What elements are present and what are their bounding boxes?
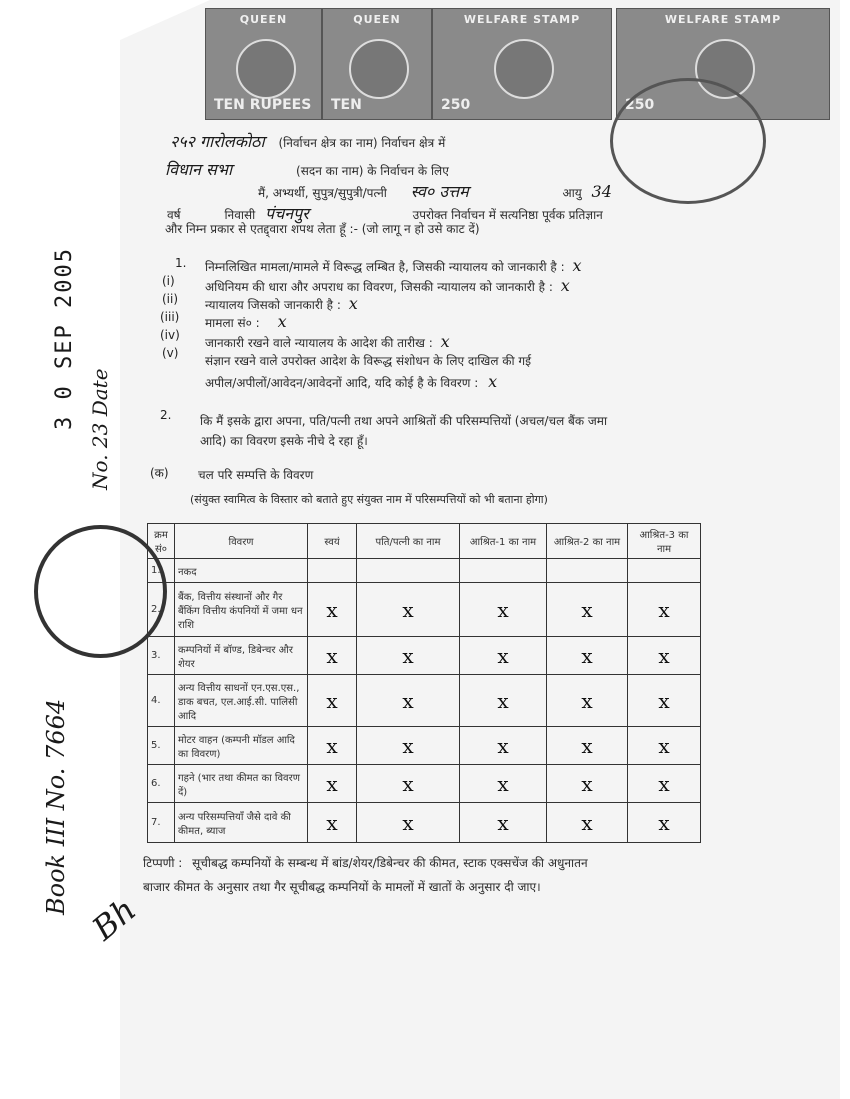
footnote-label: टिप्पणी :	[143, 856, 183, 870]
row-number: 5.	[148, 727, 175, 765]
table-row	[148, 675, 701, 727]
house-line	[165, 158, 449, 180]
constituency-line	[170, 130, 445, 152]
oath-line-2: और निम्न प्रकार से एतद्द्वारा शपथ लेता हूँ :- (जो लागू न हो उसे काट दें)	[165, 222, 480, 236]
date-handwritten: No. 23 Date	[88, 368, 112, 490]
footnote-line-2: बाजार कीमत के अनुसार तथा गैर सूचीबद्ध कम्पनियों के मामलों में खातों के अनुसार दी जाए।	[143, 880, 541, 894]
table-row	[148, 637, 701, 675]
court-fee-stamp-2	[322, 8, 432, 120]
item-i	[205, 276, 570, 295]
item-label: मामला सं० :	[205, 316, 260, 330]
stamp-value: TEN RUPEES	[214, 97, 312, 113]
row-description: कम्पनियों में बॉण्ड, डिबेन्चर और शेयर	[175, 637, 308, 675]
constituency-label: (निर्वाचन क्षेत्र का नाम) निर्वाचन क्षेत्र में	[278, 136, 446, 150]
mark-cell: x	[357, 727, 460, 765]
office-round-seal-icon	[34, 525, 167, 658]
mark-cell: x	[628, 583, 701, 637]
mark-cell: x	[628, 637, 701, 675]
row-number: 3.	[148, 637, 175, 675]
section-a-title: चल परि सम्पत्ति के विवरण	[198, 468, 314, 482]
mark-cell: x	[308, 803, 357, 843]
item-iii	[205, 312, 287, 331]
item-ii	[205, 294, 358, 313]
oath-text: उपरोक्त निर्वाचन में सत्यनिष्ठा पूर्वक प्रतिज्ञान	[412, 208, 603, 222]
row-description: अन्य परिसम्पत्तियाँ जैसे दावे की कीमत, ब्याज	[175, 803, 308, 843]
age-label: आयु	[562, 186, 582, 200]
mark-cell: x	[547, 637, 628, 675]
item-mark: x	[488, 372, 498, 391]
mark-cell: x	[547, 727, 628, 765]
mark-cell	[628, 559, 701, 583]
mark-cell: x	[308, 765, 357, 803]
mark-cell: x	[357, 675, 460, 727]
item-label: अधिनियम की धारा और अपराध का विवरण, जिसकी न्यायालय को जानकारी है :	[205, 280, 553, 294]
table-row	[148, 803, 701, 843]
table-row	[148, 559, 701, 583]
item-number: (v)	[162, 346, 179, 360]
column-header: स्वयं	[308, 524, 357, 559]
column-header: विवरण	[175, 524, 308, 559]
mark-cell: x	[357, 765, 460, 803]
stamp-label: WELFARE STAMP	[664, 13, 782, 26]
stamp-emblem-icon	[494, 39, 554, 99]
section-1-text	[205, 256, 582, 275]
item-v: संज्ञान रखने वाले उपरोक्त आदेश के विरूद्ध संशोधन के लिए दाखिल की गई	[205, 354, 532, 368]
mark-cell: x	[460, 583, 547, 637]
house-label: (सदन का नाम) के निर्वाचन के लिए	[296, 164, 449, 178]
column-header: क्रम सं०	[148, 524, 175, 559]
footnote-text: सूचीबद्ध कम्पनियों के सम्बन्ध में बांड/शेयर/डिबेन्चर की कीमत, स्टाक एक्सचेंज की अधुनातन	[192, 856, 588, 870]
mark-cell: x	[460, 727, 547, 765]
item-mark: x	[560, 276, 570, 295]
mark-cell: x	[357, 637, 460, 675]
section-a-note: (संयुक्त स्वामित्व के विस्तार को बताते हुए संयुक्त नाम में परिसम्पत्तियों को भी बताना होगा)	[190, 493, 548, 506]
row-number: 6.	[148, 765, 175, 803]
mark-cell: x	[547, 675, 628, 727]
resident-label: निवासी	[224, 208, 256, 222]
column-header: पति/पत्नी का नाम	[357, 524, 460, 559]
mark-cell: x	[460, 675, 547, 727]
column-header: आश्रित-3 का नाम	[628, 524, 701, 559]
mark-cell: x	[460, 765, 547, 803]
item-number: (i)	[162, 274, 175, 288]
mark-cell: x	[547, 583, 628, 637]
item-mark: x	[277, 312, 287, 331]
candidate-line	[258, 180, 612, 202]
section-1-number: 1.	[175, 256, 187, 270]
stamp-label: QUEEN	[239, 13, 288, 26]
row-number: 2.	[148, 583, 175, 637]
item-number: (ii)	[162, 292, 179, 306]
table-row	[148, 727, 701, 765]
mark-cell: x	[628, 727, 701, 765]
stamp-value: TEN	[331, 97, 362, 113]
table-row	[148, 583, 701, 637]
mark-cell: x	[628, 803, 701, 843]
mark-cell: x	[628, 675, 701, 727]
row-number: 1.	[148, 559, 175, 583]
mark-cell	[547, 559, 628, 583]
movable-assets-table	[147, 523, 701, 843]
section-1-mark: x	[572, 256, 582, 275]
mark-cell	[460, 559, 547, 583]
section-a-number: (क)	[150, 466, 169, 480]
resident-handwritten: पंचनपुर	[265, 204, 309, 223]
mark-cell: x	[308, 583, 357, 637]
stamp-emblem-icon	[236, 39, 296, 99]
item-label: अपील/अपीलों/आवेदन/आवेदनों आदि, यदि कोई है के विवरण :	[205, 376, 479, 390]
item-mark: x	[440, 332, 450, 351]
row-number: 7.	[148, 803, 175, 843]
candidate-label: मैं, अभ्यर्थी, सुपुत्र/सुपुत्री/पत्नी	[258, 186, 387, 200]
stamp-label: QUEEN	[353, 13, 401, 26]
row-description: अन्य वित्तीय साधनों एन.एस.एस., डाक बचत, एल.आई.सी. पालिसी आदि	[175, 675, 308, 727]
section-2-text: कि मैं इसके द्वारा अपना, पति/पत्नी तथा अपने आश्रितों की परिसम्पत्तियों (अचल/चल बैंक जमा	[200, 414, 608, 428]
row-description: नकद	[175, 559, 308, 583]
item-label: जानकारी रखने वाले न्यायालय के आदेश की तारीख :	[205, 336, 433, 350]
initials-signature: Bh	[84, 890, 144, 948]
stamp-value: 250	[625, 97, 655, 113]
mark-cell: x	[460, 803, 547, 843]
table-header-row	[148, 524, 701, 559]
year-label: वर्ष	[167, 208, 181, 222]
constituency-handwritten: २५२ गारोलकोठा	[170, 132, 265, 151]
item-mark: x	[348, 294, 358, 313]
mark-cell: x	[357, 583, 460, 637]
row-description: मोटर वाहन (कम्पनी मॉडल आदि का विवरण)	[175, 727, 308, 765]
mark-cell: x	[357, 803, 460, 843]
row-number: 4.	[148, 675, 175, 727]
mark-cell: x	[628, 765, 701, 803]
item-label: न्यायालय जिसको जानकारी है :	[205, 298, 341, 312]
mark-cell: x	[460, 637, 547, 675]
mark-cell	[308, 559, 357, 583]
date-stamp: 3 0 SEP 2005	[52, 247, 77, 430]
item-number: (iv)	[160, 328, 180, 342]
item-number: (iii)	[160, 310, 180, 324]
welfare-stamp-1	[432, 8, 612, 120]
section-2-number: 2.	[160, 408, 172, 422]
stamp-emblem-icon	[349, 39, 409, 99]
age-value: 34	[591, 182, 612, 201]
house-handwritten: विधान सभा	[165, 160, 233, 179]
footnote-line-1	[143, 854, 588, 871]
mark-cell: x	[308, 637, 357, 675]
table-row	[148, 765, 701, 803]
row-description: गहने (भार तथा कीमत का विवरण दें)	[175, 765, 308, 803]
stamp-cancellation-seal-icon	[610, 78, 766, 204]
section-1-label: निम्नलिखित मामला/मामले में विरूद्ध लम्बित है, जिसकी न्यायालय को जानकारी है :	[205, 260, 565, 274]
court-fee-stamp-1	[205, 8, 322, 120]
section-2-text-2: आदि) का विवरण इसके नीचे दे रहा हूँ।	[200, 434, 368, 448]
mark-cell: x	[308, 675, 357, 727]
mark-cell: x	[547, 803, 628, 843]
candidate-handwritten: स्व० उत्तम	[410, 182, 469, 201]
column-header: आश्रित-2 का नाम	[547, 524, 628, 559]
item-v-line-2	[205, 372, 497, 391]
item-iv	[205, 332, 450, 351]
column-header: आश्रित-1 का नाम	[460, 524, 547, 559]
row-description: बैंक, वित्तीय संस्थानों और गैर बैंकिंग वित्तीय कंपनियों में जमा धन राशि	[175, 583, 308, 637]
book-number: Book III No. 7664	[42, 698, 70, 915]
stamp-value: 250	[441, 97, 471, 113]
mark-cell: x	[308, 727, 357, 765]
stamp-label: WELFARE STAMP	[463, 13, 581, 26]
mark-cell	[357, 559, 460, 583]
mark-cell: x	[547, 765, 628, 803]
